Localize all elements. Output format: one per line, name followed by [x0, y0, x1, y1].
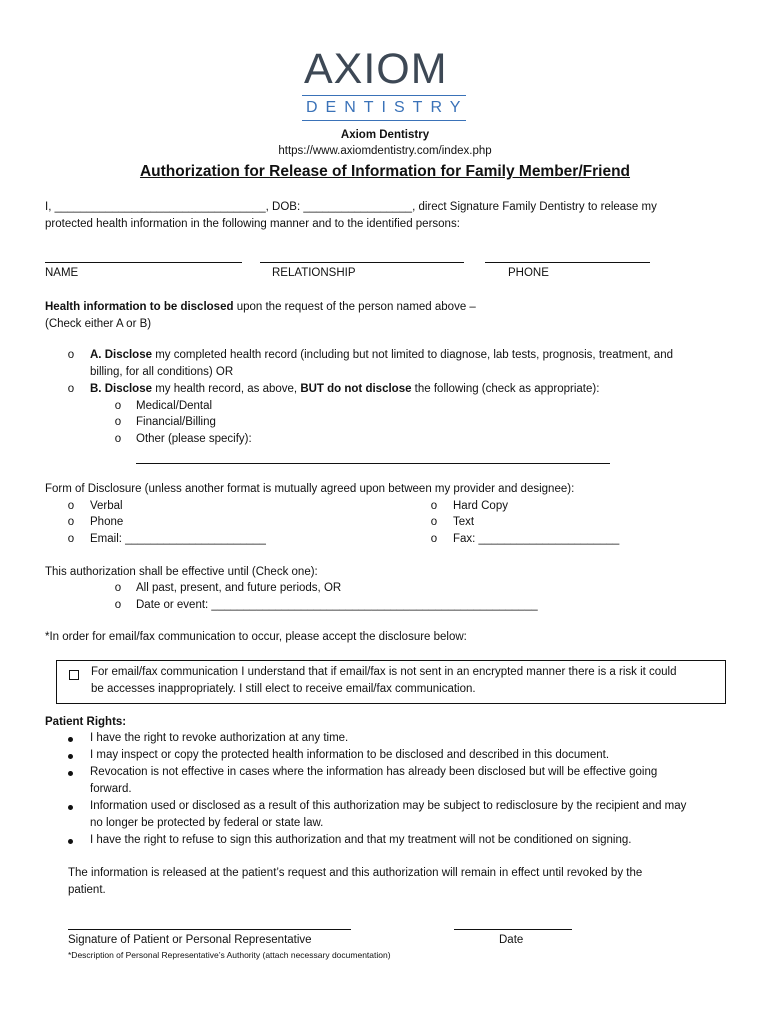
other-checkbox[interactable]: o [114, 433, 122, 445]
option-b-bold-1: B. Disclose [90, 383, 152, 395]
logo-main-text: AXIOM [304, 45, 448, 93]
all-periods-checkbox[interactable]: o [114, 582, 122, 594]
effective-date-event: Date or event: ___________________________________________________ [136, 599, 538, 611]
option-b-text [90, 383, 599, 395]
consent-line-1: For email/fax communication I understand that if email/fax is not sent in an encrypted manner there is a risk it could [91, 666, 677, 678]
relationship-label: RELATIONSHIP [272, 267, 356, 279]
form-phone: Phone [90, 516, 124, 528]
rights-item-4-cont: no longer be protected by federal or state law. [90, 817, 324, 829]
phone-checkbox[interactable]: o [67, 516, 75, 528]
page-title: Authorization for Release of Information for Family Member/Friend [139, 163, 631, 180]
effective-heading: This authorization shall be effective until (Check one): [45, 566, 318, 578]
health-heading-bold: Health information to be disclosed [45, 301, 234, 313]
bullet-dot [68, 737, 73, 742]
fax-checkbox[interactable]: o [430, 533, 438, 545]
name-line[interactable] [45, 262, 242, 263]
option-b-item-financial: Financial/Billing [136, 416, 216, 428]
option-a-line-2: billing, for all conditions) OR [90, 366, 234, 378]
health-heading-rest: upon the request of the person named above – [233, 301, 476, 313]
option-a-bold: A. Disclose [90, 349, 152, 361]
form-heading: Form of Disclosure (unless another format is mutually agreed upon between my provider and designee): [45, 483, 575, 495]
form-text: Text [453, 516, 475, 528]
date-label: Date [499, 934, 524, 946]
other-specify-line[interactable] [136, 463, 610, 464]
rights-item-5: I have the right to refuse to sign this authorization and that my treatment will not be conditioned on signing. [90, 834, 632, 846]
logo-sub-text: DENTISTRY [306, 99, 469, 116]
phone-label: PHONE [508, 267, 549, 279]
org-url: https://www.axiomdentistry.com/index.php [278, 145, 492, 157]
health-heading [45, 301, 476, 313]
release-line-1: The information is released at the patient’s request and this authorization will remain in effect until revoked by the [68, 867, 643, 879]
rights-item-3: Revocation is not effective in cases where the information has already been disclosed but will be effective going [90, 766, 658, 778]
date-event-checkbox[interactable]: o [114, 599, 122, 611]
hard-copy-checkbox[interactable]: o [430, 500, 438, 512]
option-b-rest: the following (check as appropriate): [411, 383, 600, 395]
form-hard-copy: Hard Copy [453, 500, 508, 512]
rights-item-3-cont: forward. [90, 783, 132, 795]
form-email: Email: ______________________ [90, 533, 266, 545]
text-checkbox[interactable]: o [430, 516, 438, 528]
signature-line[interactable] [68, 929, 351, 930]
rights-heading: Patient Rights: [45, 716, 127, 728]
phone-line[interactable] [485, 262, 650, 263]
bullet-dot [68, 839, 73, 844]
medical-dental-checkbox[interactable]: o [114, 400, 122, 412]
name-label: NAME [45, 267, 79, 279]
intro-line-2: protected health information in the following manner and to the identified persons: [45, 218, 460, 230]
axiom-logo [300, 44, 470, 126]
consent-line-2: be accesses inappropriately. I still elect to receive email/fax communication. [91, 683, 476, 695]
intro-line-1: I, _________________________________, DOB: _________________, direct Signature Family Dentistry to release my [45, 201, 657, 213]
rights-item-4: Information used or disclosed as a result of this authorization may be subject to redisclosure by the recipient and may [90, 800, 687, 812]
consent-checkbox[interactable] [69, 670, 79, 680]
bullet-dot [68, 805, 73, 810]
logo-rule-bottom [302, 120, 466, 121]
bullet-dot [68, 771, 73, 776]
signature-label: Signature of Patient or Personal Representative [68, 934, 312, 946]
relationship-line[interactable] [260, 262, 464, 263]
rights-item-1: I have the right to revoke authorization at any time. [90, 732, 349, 744]
date-line[interactable] [454, 929, 572, 930]
health-check-note: (Check either A or B) [45, 318, 152, 330]
form-verbal: Verbal [90, 500, 123, 512]
representative-note: *Description of Personal Representative’s Authority (attach necessary documentation) [68, 950, 391, 960]
org-name: Axiom Dentistry [340, 129, 430, 141]
option-a-text [90, 349, 673, 361]
option-b-bold-2: BUT do not disclose [300, 383, 412, 395]
effective-all-periods: All past, present, and future periods, OR [136, 582, 342, 594]
disclosure-note: *In order for email/fax communication to occur, please accept the disclosure below: [45, 631, 467, 643]
verbal-checkbox[interactable]: o [67, 500, 75, 512]
email-checkbox[interactable]: o [67, 533, 75, 545]
option-b-mid: my health record, as above, [152, 383, 301, 395]
option-b-item-other: Other (please specify): [136, 433, 252, 445]
rights-item-2: I may inspect or copy the protected health information to be disclosed and described in this document. [90, 749, 610, 761]
logo-rule-top [302, 95, 466, 96]
option-b-item-medical: Medical/Dental [136, 400, 213, 412]
form-fax: Fax: ______________________ [453, 533, 620, 545]
email-fax-consent-box [56, 660, 726, 704]
bullet-dot [68, 754, 73, 759]
release-line-2: patient. [68, 884, 106, 896]
option-b-checkbox[interactable]: o [67, 383, 75, 395]
financial-billing-checkbox[interactable]: o [114, 416, 122, 428]
option-a-rest: my completed health record (including but not limited to diagnose, lab tests, prognosis, treatment, and [152, 349, 673, 361]
option-a-checkbox[interactable]: o [67, 349, 75, 361]
